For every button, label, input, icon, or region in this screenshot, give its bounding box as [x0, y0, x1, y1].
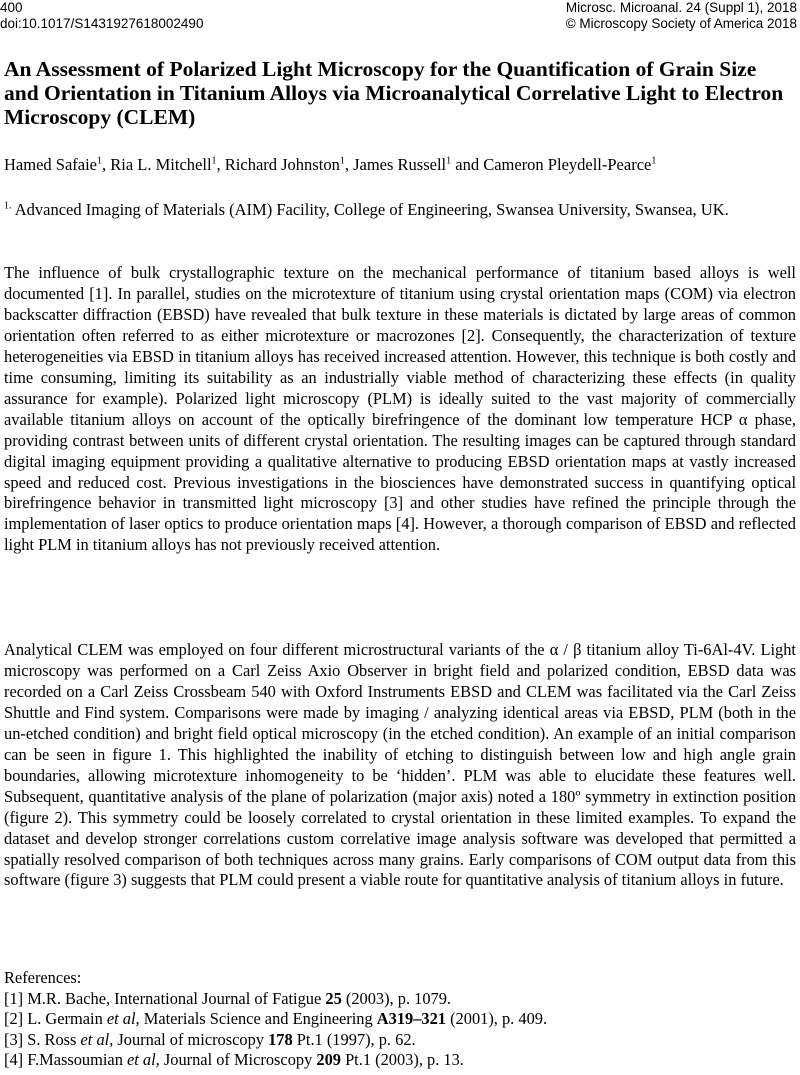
reference-number: [1] [4, 988, 24, 1008]
author-name: Ria L. Mitchell [110, 155, 212, 174]
body-paragraph-2: Analytical CLEM was employed on four different microstructural variants of the α / β titanium alloy Ti-6Al-4V. Light microscopy was performed on a Carl Zeiss Axio Observer in bright field and polarized condition, EBSD data was recorded on a Carl Zeiss Crossbeam 540 with Oxford Instruments EBSD and CLEM was facilitated via the Carl Zeiss Shuttle and Find system. Comparisons were made by imaging / analyzing identical areas via EBSD, PLM (both in the un-etched condition) and bright field optical microscopy (in the etched condition). An example of an initial comparison can be seen in figure 1. This highlighted the inability of etching to distinguish between low and high angle grain boundaries, allowing microtexture inhomogeneity to be ‘hidden’. PLM was able to elucidate these features well. Subsequent, quantitative analysis of the plane of polarization (major axis) noted a 180º symmetry in extinction position (figure 2). This symmetry could be loosely correlated to crystal orientation in these limited examples. To expand the dataset and develop stronger correlations custom correlative image analysis software was developed that permitted a spatially resolved comparison of both techniques across many grains. Early comparisons of COM output data from this software (figure 3) suggests that PLM could present a viable route for quantitative analysis of titanium alloys in future. [4, 640, 796, 890]
reference-details: Pt.1 (2003), p. 13. [340, 1050, 464, 1069]
author-affiliation-marker: 1 [97, 155, 102, 167]
reference-journal: International Journal of Fatigue [114, 988, 326, 1008]
reference-journal: Journal of Microscopy [159, 1050, 317, 1069]
reference-volume: 25 [325, 988, 342, 1008]
reference-details: (2003), p. 1079. [341, 988, 452, 1008]
running-header-right [566, 0, 797, 32]
reference-authors: L. Germain [23, 1009, 107, 1028]
author-affiliation-marker: 1 [339, 155, 345, 167]
reference-authors: M.R. Bache, [23, 988, 115, 1008]
doi[interactable]: doi:10.1017/S1431927618002490 [0, 16, 204, 31]
copyright-notice: © Microscopy Society of America 2018 [565, 16, 797, 31]
reference-number: [4] [4, 1050, 24, 1069]
author-affiliation-marker: 1 [446, 155, 452, 167]
reference-etal: et al, [127, 1050, 160, 1069]
author-list [4, 155, 796, 175]
reference-number: [2] [4, 1009, 24, 1028]
reference-etal: et al, [80, 1029, 114, 1049]
reference-authors: F.Massoumian [23, 1050, 127, 1069]
reference-volume: A319–321 [376, 1009, 446, 1028]
author-name: Richard Johnston [224, 155, 340, 174]
reference-item [4, 1050, 796, 1071]
author-name: James Russell [353, 155, 447, 174]
reference-journal: Materials Science and Engineering [139, 1009, 377, 1028]
references-heading: References: [4, 968, 82, 987]
page-number: 400 [0, 0, 23, 15]
author-affiliation-marker: 1 [651, 155, 657, 167]
reference-journal: Journal of microscopy [113, 1029, 269, 1049]
references-section [4, 968, 796, 1071]
body-paragraph-1: The influence of bulk crystallographic texture on the mechanical performance of titanium based alloys is well documented [1]. In parallel, studies on the microtexture of titanium using crystal orientation maps (COM) via electron backscatter diffraction (EBSD) have revealed that bulk texture in these materials is dictated by large areas of common orientation often referred to as either microtexture or macrozones [2]. Consequently, the characterization of texture heterogeneities via EBSD in titanium alloys has received increased attention. However, this technique is both costly and time consuming, limiting its suitability as an industrially viable method of characterizing these effects (in quality assurance for example). Polarized light microscopy (PLM) is ideally suited to the vast majority of commercially available titanium alloys on account of the optically birefringence of the dominant low temperature HCP α phase, providing contrast between units of different crystal orientation. The resulting images can be captured through standard digital imaging equipment providing a qualitative alternative to producing EBSD orientation maps at vastly increased speed and reduced cost. Previous investigations in the biosciences have demonstrated success in quantifying optical birefringence behavior in transmitted light microscopy [3] and other studies have refined the principle through the implementation of laser optics to produce orientation maps [4]. However, a thorough comparison of EBSD and reflected light PLM in titanium alloys has not previously received attention. [4, 263, 796, 555]
reference-details: (2001), p. 409. [446, 1009, 548, 1028]
author-affiliation-marker: 1 [211, 155, 217, 167]
reference-item [4, 1009, 796, 1030]
author-name: Hamed Safaie [4, 155, 97, 174]
author-separator: , [216, 155, 225, 174]
journal-citation: Microsc. Microanal. 24 (Suppl 1), 2018 [565, 0, 797, 15]
running-header-left [0, 0, 203, 32]
author-separator: , [102, 155, 111, 174]
affiliation-text: Advanced Imaging of Materials (AIM) Facility, College of Engineering, Swansea University, Swansea, UK. [11, 200, 729, 219]
author-separator: and [451, 155, 484, 174]
reference-details: Pt.1 (1997), p. 62. [292, 1029, 416, 1049]
reference-volume: 178 [268, 1029, 293, 1049]
affiliation [4, 199, 764, 221]
reference-etal: et al, [106, 1009, 140, 1028]
paper-title: An Assessment of Polarized Light Microscopy for the Quantification of Grain Size and Orientation in Titanium Alloys via Microanalytical Correlative Light to Electron Microscopy (CLEM) [4, 57, 784, 129]
author-separator: , [344, 155, 354, 174]
reference-item [4, 989, 796, 1010]
reference-authors: S. Ross [23, 1029, 81, 1049]
affiliation-marker: 1. [4, 200, 12, 212]
reference-number: [3] [4, 1029, 24, 1049]
reference-item [4, 1030, 796, 1051]
author-name: Cameron Pleydell-Pearce [483, 155, 652, 174]
reference-volume: 209 [316, 1050, 341, 1069]
